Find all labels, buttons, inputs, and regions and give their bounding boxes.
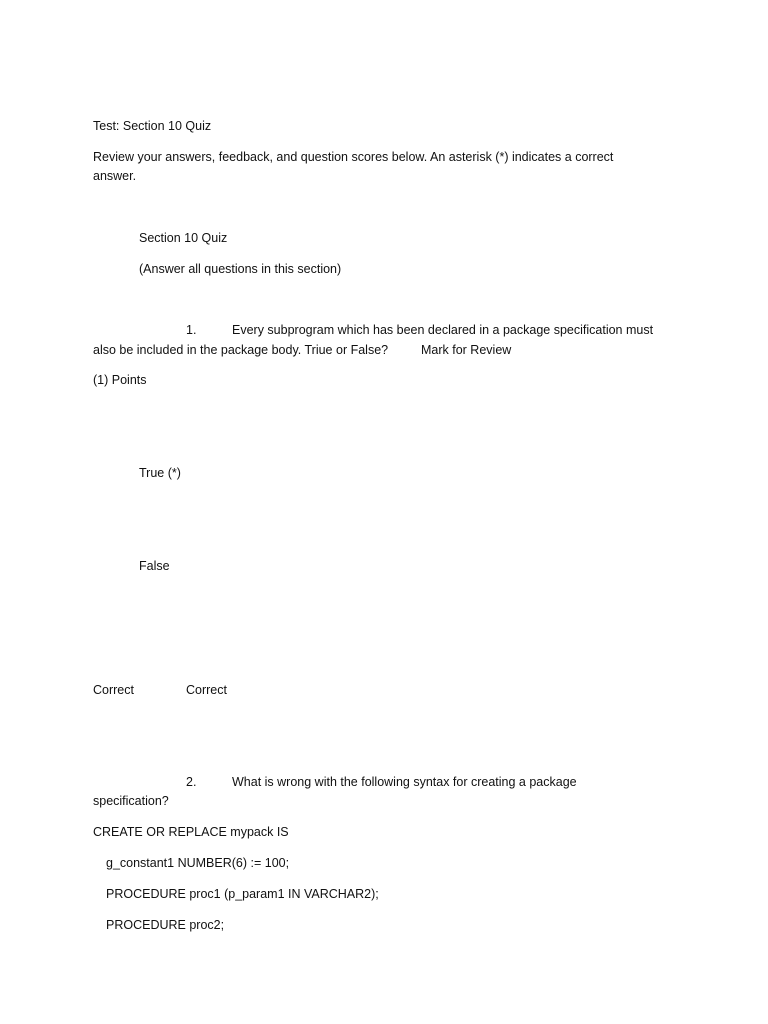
section-note: (Answer all questions in this section) — [139, 262, 342, 276]
code-line-2: g_constant1 NUMBER(6) := 100; — [106, 856, 290, 870]
question-1-text-line-1: Every subprogram which has been declared in a package specification must — [232, 323, 654, 337]
section-name: Section 10 Quiz — [139, 231, 228, 245]
instructions-line-2: answer. — [93, 169, 137, 183]
question-1-option-true[interactable]: True (*) — [139, 466, 181, 480]
instructions-line-1: Review your answers, feedback, and question scores below. An asterisk (*) indicates a correct — [93, 150, 614, 164]
question-2-text-line-2: specification? — [93, 794, 169, 808]
question-2-number: 2. — [186, 775, 197, 789]
question-1-text-line-2: also be included in the package body. Triue or False? — [93, 343, 389, 357]
question-2-text-line-1: What is wrong with the following syntax for creating a package — [232, 775, 577, 789]
mark-for-review-link[interactable]: Mark for Review — [421, 343, 512, 357]
question-1-feedback-label: Correct — [93, 683, 134, 697]
code-line-3: PROCEDURE proc1 (p_param1 IN VARCHAR2); — [106, 887, 379, 901]
question-1-points: (1) Points — [93, 373, 147, 387]
question-1-option-false[interactable]: False — [139, 559, 170, 573]
question-1-number: 1. — [186, 323, 197, 337]
code-line-1: CREATE OR REPLACE mypack IS — [93, 825, 289, 839]
question-1-feedback-value: Correct — [186, 683, 227, 697]
page-title: Test: Section 10 Quiz — [93, 119, 212, 133]
code-line-4: PROCEDURE proc2; — [106, 918, 225, 932]
